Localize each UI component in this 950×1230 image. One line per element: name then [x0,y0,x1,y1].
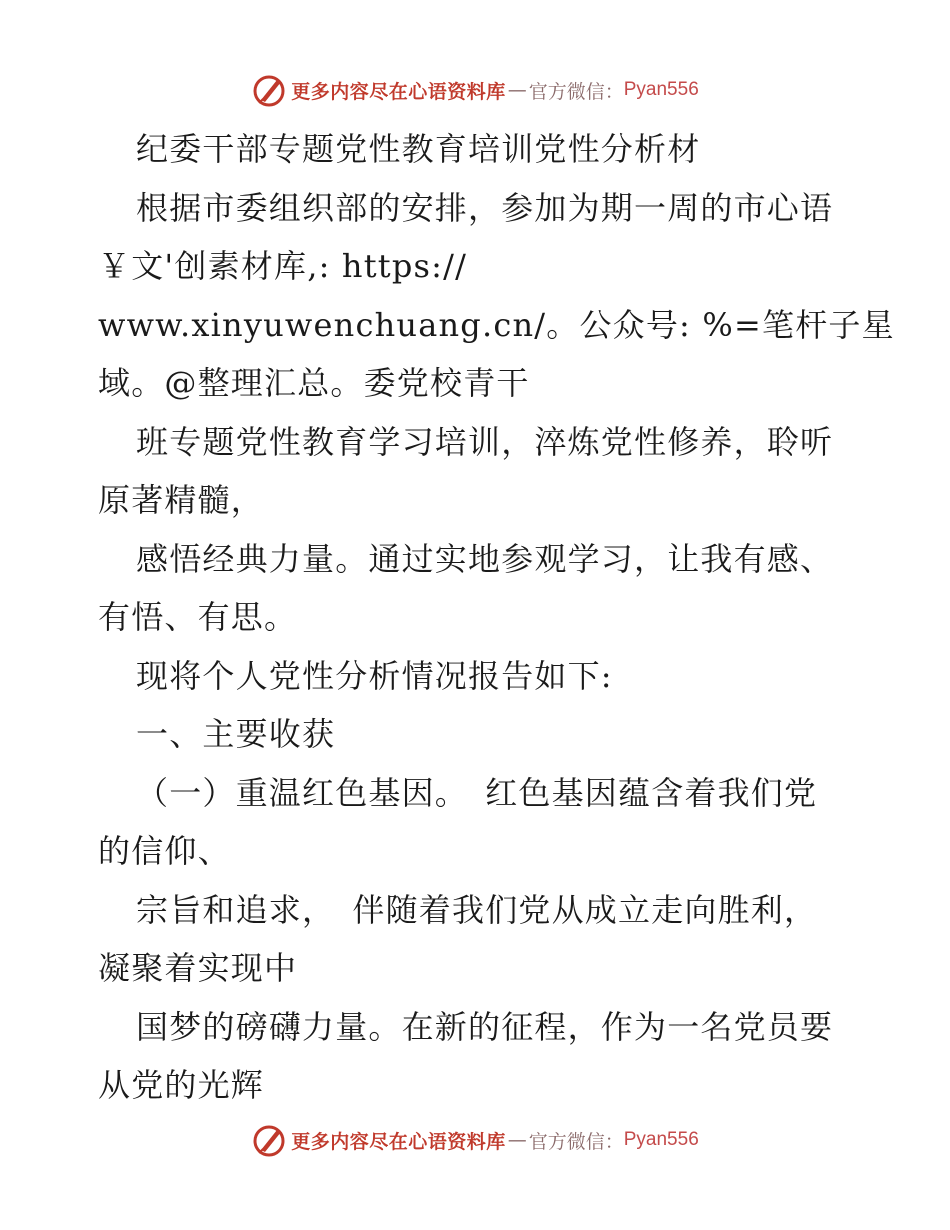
banner-wechat-id: Pyan556 [623,79,699,100]
paragraph-line: ￥文'创素材库,: https:// [98,247,468,285]
quill-logo-icon [251,1122,287,1158]
banner-wechat-id: Pyan556 [623,1129,699,1150]
paragraph-line: 的信仰、 [98,832,231,870]
paragraph-line: 原著精髓， [98,481,265,519]
section-heading: 一、主要收获 [136,715,336,753]
quill-logo-icon [251,72,287,108]
header-banner [0,70,950,110]
banner-brand: 更多内容尽在心语资料库 [291,80,506,103]
paragraph-line: 国梦的磅礴力量。在新的征程，作为一名党员要 [136,1007,834,1046]
banner-wechat-label: 官方微信： [528,1130,624,1153]
paragraph-line: 从党的光辉 [98,1066,265,1104]
banner-wechat-label: 官方微信： [528,80,624,103]
paragraph-line: 域。@整理汇总。委党校青干 [98,364,530,402]
paragraph-line: 感悟经典力量。通过实地参观学习，让我有感、 [136,539,834,578]
banner-brand: 更多内容尽在心语资料库 [291,1130,506,1153]
subsection-heading: （一）重温红色基因。 红色基因蕴含着我们党 [136,773,818,812]
banner-dash: — [507,1129,527,1151]
paragraph-line: 根据市委组织部的安排，参加为期一周的市心语 [136,188,834,227]
footer-banner [0,1120,950,1160]
paragraph-line: 凝聚着实现中 [98,949,298,987]
paragraph-line: 有悟、有思。 [98,598,298,636]
paragraph-line: 现将个人党性分析情况报告如下: [136,656,613,695]
paragraph-line: 班专题党性教育学习培训，淬炼党性修养，聆听 [136,422,834,461]
paragraph-line: 宗旨和追求， 伴随着我们党从成立走向胜利， [136,890,818,929]
document-title: 纪委干部专题党性教育培训党性分析材 [136,130,701,168]
document-body [98,120,895,1115]
banner-dash: — [507,79,527,101]
paragraph-line: www.xinyuwenchuang.cn/。公众号: %=笔杆子星 [98,305,895,344]
